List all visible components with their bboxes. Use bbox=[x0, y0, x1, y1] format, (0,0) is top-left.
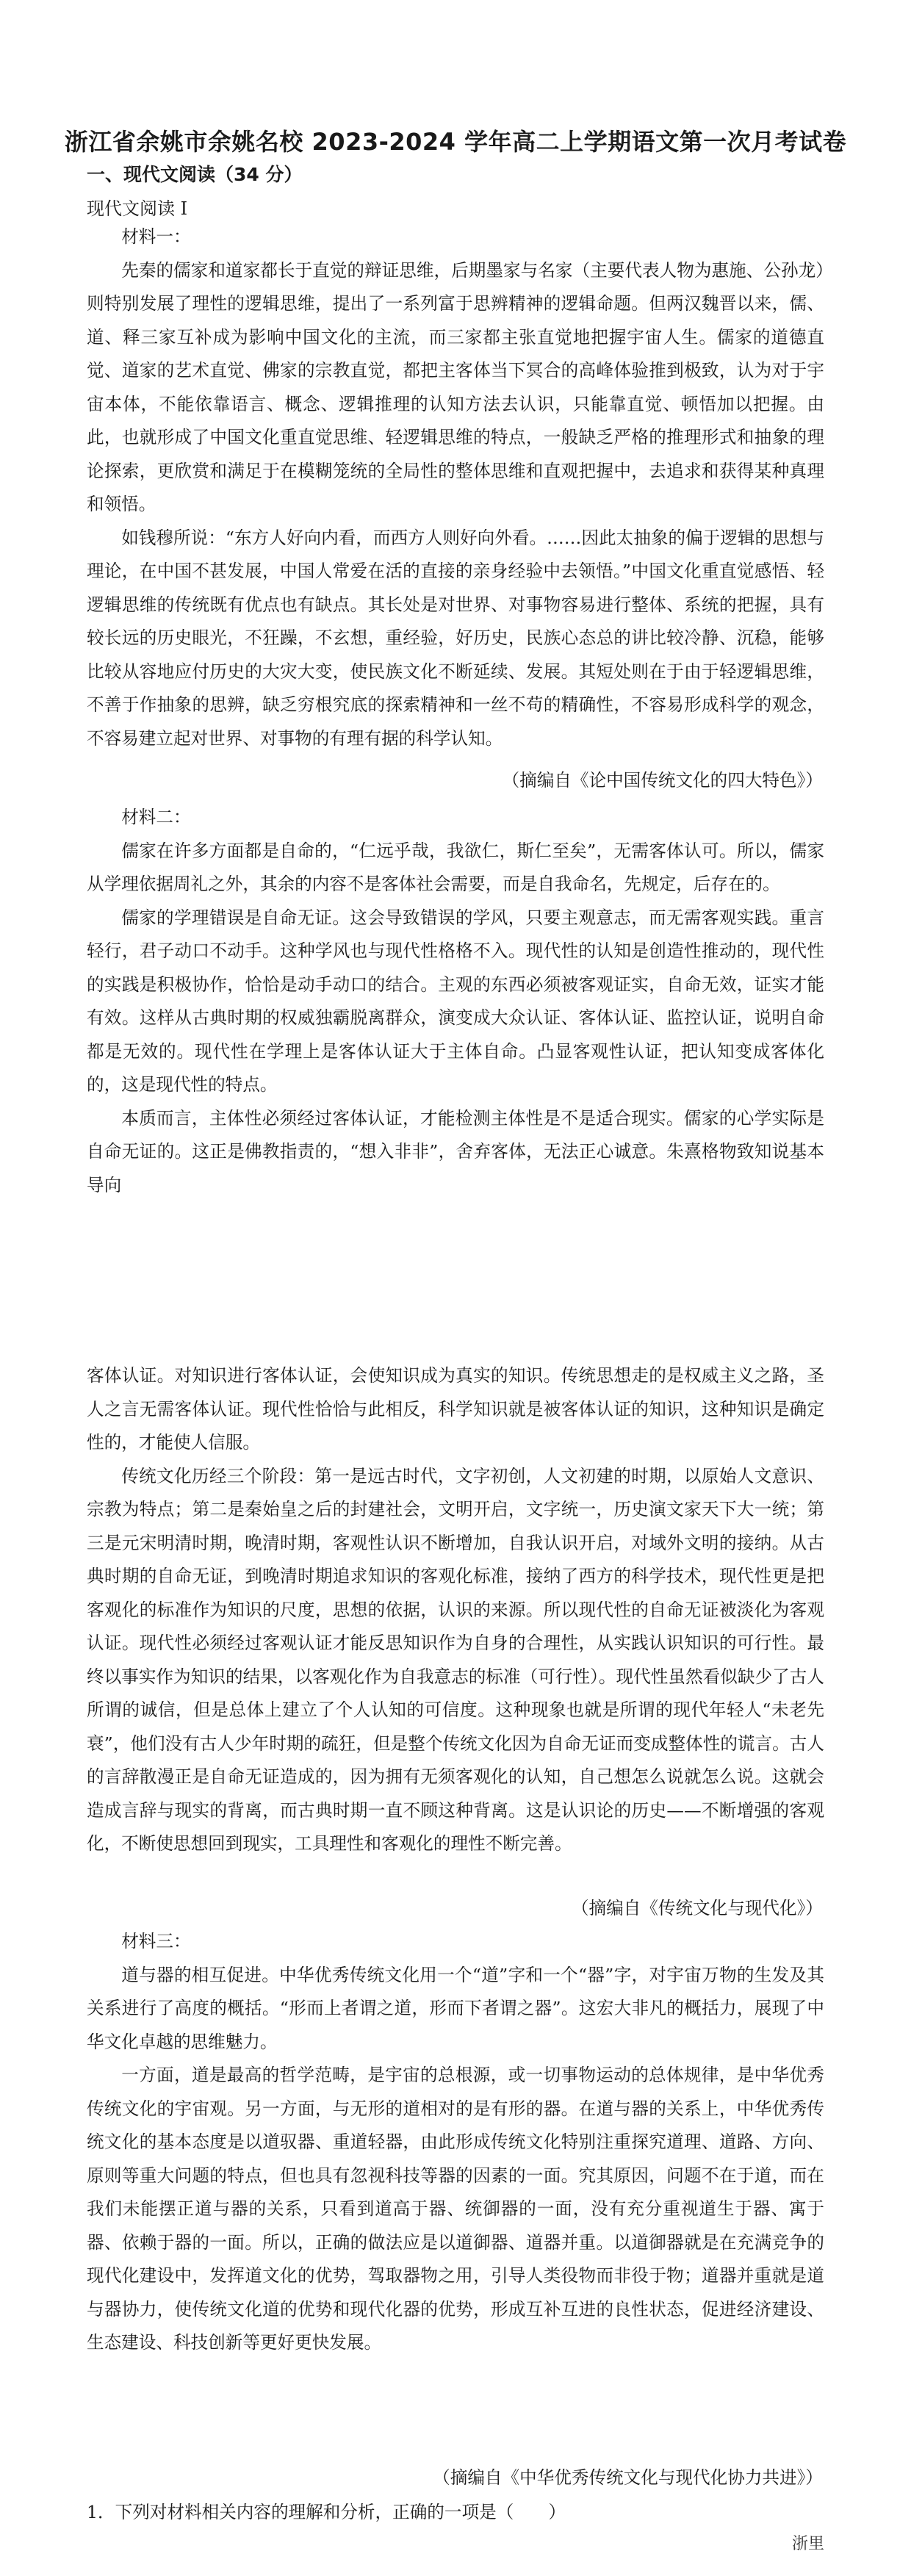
material-two-paragraph: 本质而言，主体性必须经过客体认证，才能检测主体性是不是适合现实。儒家的心学实际是自命无证的。这正是佛教指责的，“想入非非”，舍弃客体，无法正心诚意。朱熹格物致知说基本导向 bbox=[87, 1107, 824, 1195]
material-three-paragraph: 一方面，道是最高的哲学范畴，是宇宙的总根源，或一切事物运动的总体规律，是中华优秀传统文化的宇宙观。另一方面，与无形的道相对的是有形的器。在道与器的关系上，中华优秀传统文化的基本态度是以道驭器、重道轻器，由此形成传统文化特别注重探究道理、道路、方向、原则等重大问题的特点，但也具有忽视科技等器的因素的一面。究其原因，问题不在于道，而在我们未能摆正道与器的关系，只看到道高于器、统御器的一面，没有充分重视道生于器、寓于器、依赖于器的一面。所以，正确的做法应是以道御器、道器并重。以道御器就是在充满竞争的现代化建设中，发挥道文化的优势，驾取器物之用，引导人类役物而非役于物；道器并重就是道与器协力，使传统文化道的优势和现代化器的优势，形成互补互进的良性状态，促进经济建设、生态建设、科技创新等更好更快发展。 bbox=[87, 2065, 824, 2353]
material-three-paragraph: 道与器的相互促进。中华优秀传统文化用一个“道”字和一个“器”字，对宇宙万物的生发及其关系进行了高度的概括。“形而上者谓之道，形而下者谓之器”。这宏大非凡的概括力，展现了中华文化卓越的思维魅力。 bbox=[87, 1964, 824, 2052]
material-one-source: （摘编自《论中国传统文化的四大特色》） bbox=[502, 770, 823, 791]
question-1: 1．下列对材料相关内容的理解和分析，正确的一项是（ ） bbox=[87, 2502, 566, 2522]
material-three-source: （摘编自《中华优秀传统文化与现代化协力共进》） bbox=[433, 2467, 823, 2488]
material-two-continued bbox=[87, 1359, 824, 1861]
material-three-label: 材料三： bbox=[121, 1931, 191, 1951]
material-one-paragraph: 如钱穆所说：“东方人好向内看，而西方人则好向外看。……因此太抽象的偏于逻辑的思想与理论，在中国不甚发展，中国人常爱在活的直接的亲身经验中去领悟。”中国文化重直觉感悟、轻逻辑思维的传统既有优点也有缺点。其长处是对世界、对事物容易进行整体、系统的把握，具有较长远的历史眼光，不狂躁，不玄想，重经验，好历史，民族心态总的讲比较冷静、沉稳，能够比较从容地应付历史的大灾大变，使民族文化不断延续、发展。其短处则在于由于轻逻辑思维，不善于作抽象的思辨，缺乏穷根究底的探索精神和一丝不苟的精确性，不容易形成科学的观念，不容易建立起对世界、对事物的有理有据的科学认知。 bbox=[87, 527, 824, 749]
material-two-source: （摘编自《传统文化与现代化》） bbox=[571, 1898, 823, 1918]
material-two-paragraph: 儒家在许多方面都是自命的，“仁远乎哉，我欲仁，斯仁至矣”，无需客体认可。所以，儒家从学理依据周礼之外，其余的内容不是客体社会需要，而是自我命名，先规定，后存在的。 bbox=[87, 840, 824, 894]
reading-subheading: 现代文阅读 I bbox=[87, 198, 188, 219]
material-two-paragraph: 传统文化历经三个阶段：第一是远古时代，文字初创，人文初建的时期，以原始人文意识、宗教为特点；第二是秦始皇之后的封建社会，文明开启，文字统一，历史演文家天下大一统；第三是元宋明清时期，晚清时期，客观性认识不断增加，自我认识开启，对域外文明的接纳。从古典时期的自命无证，到晚清时期追求知识的客观化标准，接纳了西方的科学技术，现代性更是把客观化的标准作为知识的尺度，思想的依据，认识的来源。所以现代性的自命无证被淡化为客观认证。现代性必须经过客观认证才能反思知识作为自身的合理性，从实践认识知识的可行性。最终以事实作为知识的结果，以客观化作为自我意志的标准（可行性）。现代性虽然看似缺少了古人所谓的诚信，但是总体上建立了个人认知的可信度。这种现象也就是所谓的现代年轻人“未老先衰”，他们没有古人少年时期的疏狂，但是整个传统文化因为自命无证而变成整体性的谎言。古人的言辞散漫正是自命无证造成的，因为拥有无须客观化的认知，自己想怎么说就怎么说。这就会造成言辞与现实的背离，而古典时期一直不顾这种背离。这是认识论的历史——不断增强的客观化，不断使思想回到现实，工具理性和客观化的理性不断完善。 bbox=[87, 1465, 824, 1854]
material-two-paragraph: 儒家的学理错误是自命无证。这会导致错误的学风，只要主观意志，而无需客观实践。重言轻行，君子动口不动手。这种学风也与现代性格格不入。现代性的认知是创造性推动的，现代性的实践是积极协作，恰恰是动手动口的结合。主观的东西必须被客观证实，自命无效，证实才能有效。这样从古典时期的权威独霸脱离群众，演变成大众认证、客体认证、监控认证，说明自命都是无效的。现代性在学理上是客体认证大于主体自命。凸显客观性认证，把认知变成客体化的，这是现代性的特点。 bbox=[87, 907, 824, 1095]
material-two bbox=[87, 801, 824, 1202]
material-one bbox=[87, 220, 824, 755]
material-one-paragraph: 先秦的儒家和道家都长于直觉的辩证思维，后期墨家与名家（主要代表人物为惠施、公孙龙）则特别发展了理性的逻辑思维，提出了一系列富于思辨精神的逻辑命题。但两汉魏晋以来，儒、道、释三家互补成为影响中国文化的主流，而三家都主张直觉地把握宇宙人生。儒家的道德直觉、道家的艺术直觉、佛家的宗教直觉，都把主客体当下冥合的高峰体验推到极致，认为对于宇宙本体，不能依靠语言、概念、逻辑推理的认知方法去认识，只能靠直觉、顿悟加以把握。由此，也就形成了中国文化重直觉思维、轻逻辑思维的特点，一般缺乏严格的推理形式和抽象的理论探索，更欣赏和满足于在模糊笼统的全局性的整体思维和直观把握中，去追求和获得某种真理和领悟。 bbox=[87, 259, 824, 514]
material-one-label: 材料一： bbox=[121, 226, 191, 247]
material-two-paragraph: 客体认证。对知识进行客体认证，会使知识成为真实的知识。传统思想走的是权威主义之路，圣人之言无需客体认证。现代性恰恰与此相反，科学知识就是被客体认证的知识，这种知识是确定性的，才能使人信服。 bbox=[87, 1365, 824, 1453]
exam-title: 浙江省余姚市余姚名校 2023-2024 学年高二上学期语文第一次月考试卷 bbox=[64, 128, 847, 156]
page-footer: 浙里 bbox=[791, 2535, 824, 2553]
material-three bbox=[87, 1925, 824, 2360]
section-heading: 一、现代文阅读（34 分） bbox=[87, 164, 303, 185]
material-two-label: 材料二： bbox=[121, 807, 191, 827]
